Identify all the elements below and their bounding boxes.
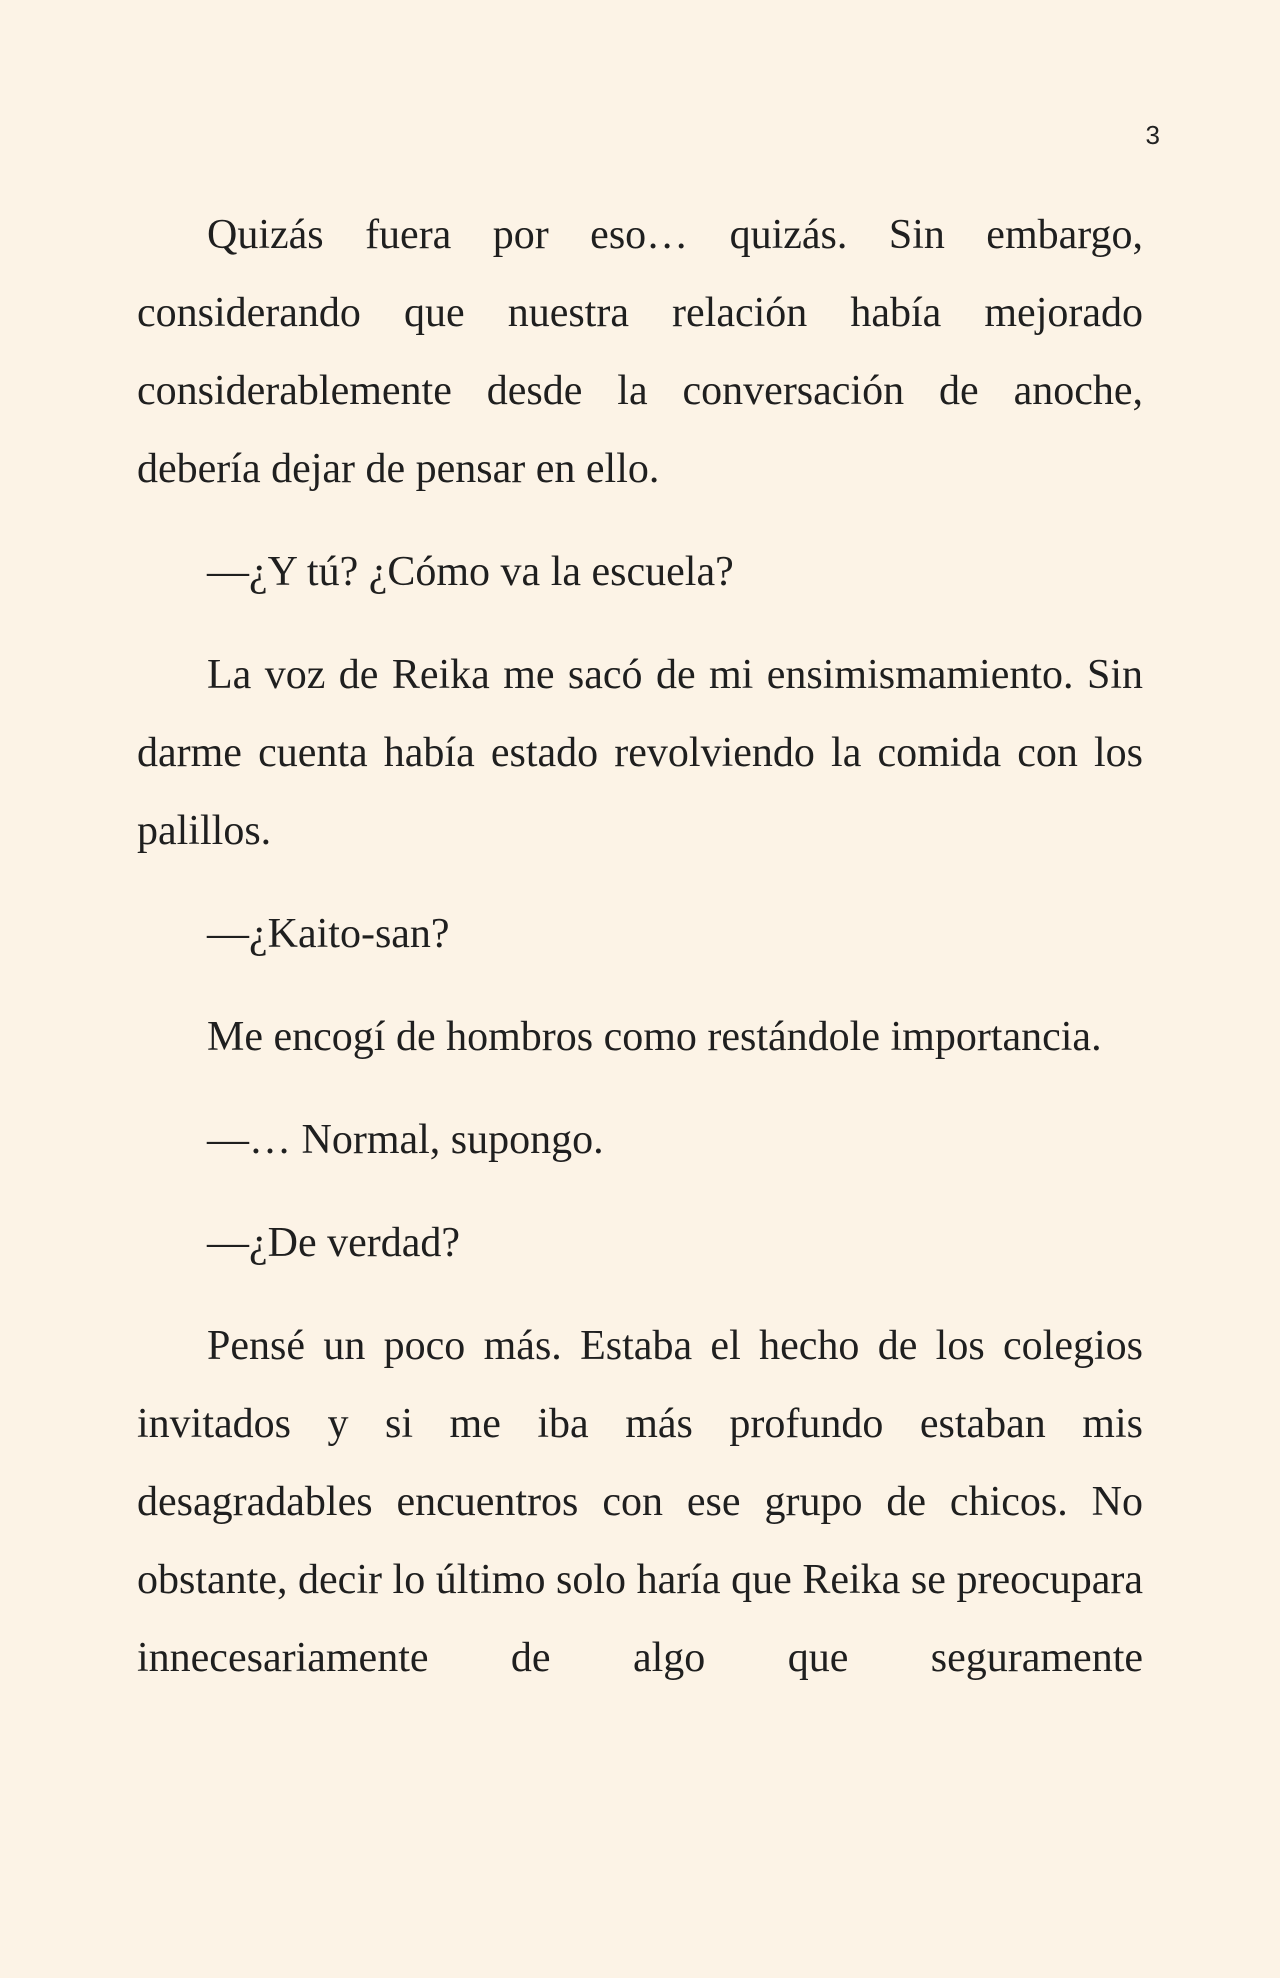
dialogue-line: —¿Kaito-san? bbox=[207, 911, 450, 957]
paragraph: La voz de Reika me sacó de mi ensimismamiento. Sin darme cuenta había estado revolviendo la comida con los palillos. bbox=[137, 652, 1143, 854]
paragraph: Quizás fuera por eso… quizás. Sin embargo, considerando que nuestra relación había mejorado considerablemente desde la conversación de anoche, debería dejar de pensar en ello. bbox=[137, 212, 1143, 492]
paragraph: Me encogí de hombros como restándole importancia. bbox=[207, 1014, 1102, 1060]
dialogue-line: —… Normal, supongo. bbox=[207, 1117, 604, 1163]
dialogue-line: —¿Y tú? ¿Cómo va la escuela? bbox=[207, 549, 734, 595]
paragraph: Pensé un poco más. Estaba el hecho de los colegios invitados y si me iba más profundo estaban mis desagradables encuentros con ese grupo de chicos. No obstante, decir lo último solo haría que Reika se preocupara innecesariamente de algo que seguramente bbox=[137, 1323, 1143, 1681]
page-number: 3 bbox=[1145, 120, 1160, 150]
dialogue-line: —¿De verdad? bbox=[207, 1220, 461, 1266]
body-text bbox=[137, 196, 1143, 1722]
